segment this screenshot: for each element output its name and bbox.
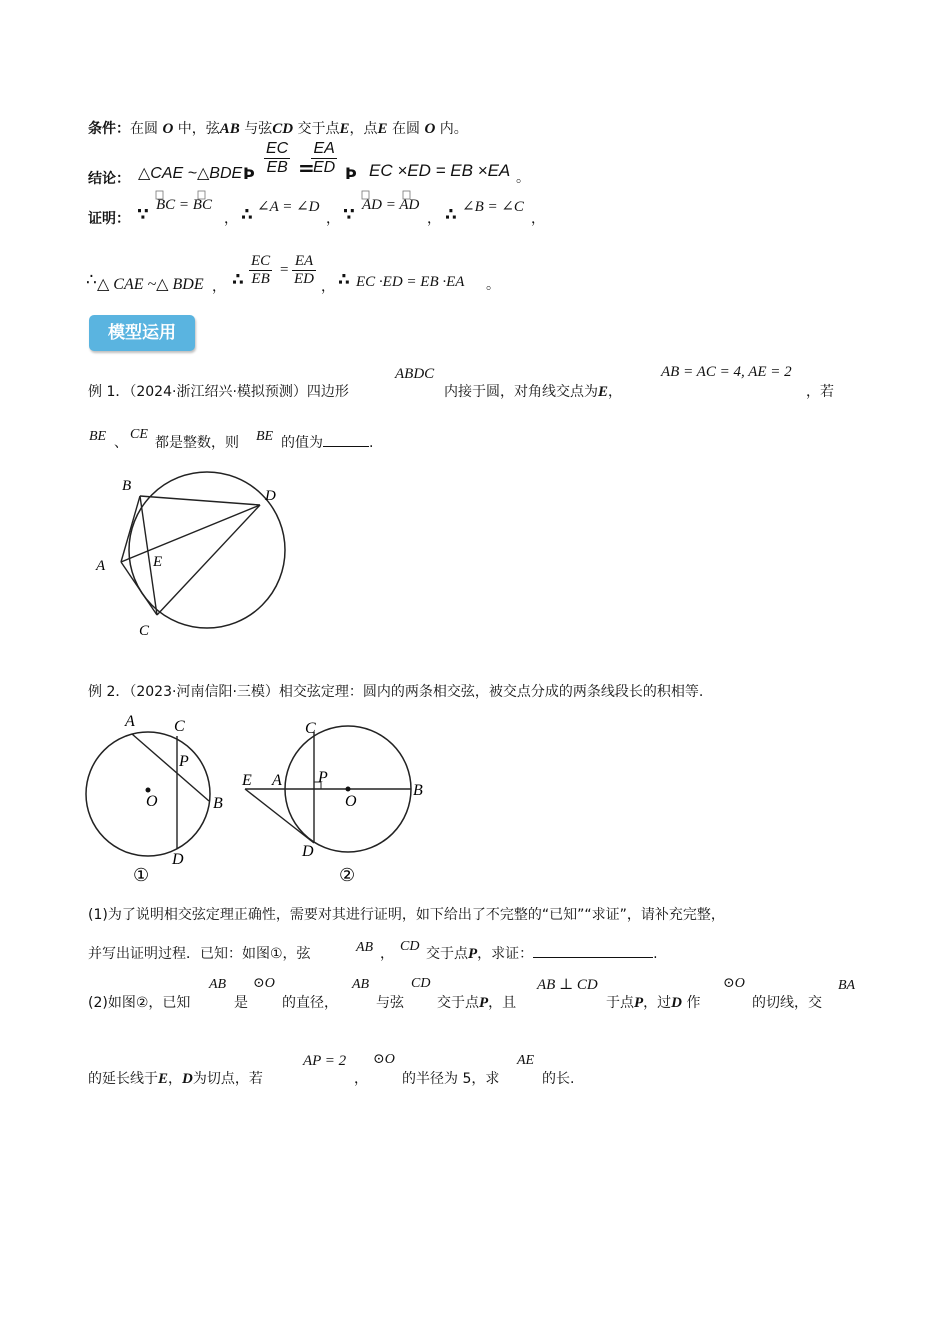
label-B: B — [122, 478, 132, 494]
conclusion-product: EC ×ED = EB ×EA — [369, 161, 511, 180]
tangent-ED — [245, 789, 314, 843]
label-O: O — [146, 793, 158, 810]
proof-fraction-1: $\frac{EC}{EB}$ — [251, 253, 271, 287]
proof-product: EC ·ED = EB ·EA — [356, 274, 465, 290]
answer-blank[interactable] — [323, 433, 369, 447]
proof-fraction-2: $\frac{EA}{ED}$ — [294, 253, 314, 287]
condition-line: 条件：在圆 O 中，弦AB 与弦CD 交于点E，点E 在圆 O 内。 — [88, 121, 468, 137]
proof-label: 证明： — [88, 211, 130, 227]
label-B: B — [413, 782, 423, 799]
arc-mark-icon — [156, 191, 163, 199]
label-C: C — [305, 720, 316, 737]
label-E: E — [153, 554, 163, 570]
label-C: C — [139, 623, 150, 639]
circle-shape — [129, 472, 285, 628]
arc-mark-icon — [362, 191, 369, 199]
label-P: P — [318, 769, 328, 786]
angle-equation-2: ∠B = ∠C — [462, 199, 524, 215]
figure-1 — [88, 465, 288, 645]
segment-BD — [140, 496, 260, 505]
proof-similar: △ CAE ~△ BDE — [97, 276, 204, 293]
figure-2-1 — [82, 705, 242, 890]
because-symbol: ∵ — [343, 205, 355, 225]
conclusion-similar: △CAE ~△BDE — [138, 165, 243, 182]
q1-line2-start: 并写出证明过程．已知：如图①，弦 — [88, 946, 311, 962]
arc-mark-icon — [198, 191, 205, 199]
figure-2-2 — [236, 705, 436, 890]
example2-line: 例 2．（2023·河南信阳·三模）相交弦定理：圆内的两条相交弦，被交点分成的两条线段长的积相等. — [88, 684, 704, 700]
label-B: B — [213, 795, 223, 812]
arc-equation-1: BC = BC — [156, 197, 212, 213]
segment-BA — [121, 496, 140, 562]
condition-label: 条件： — [88, 121, 130, 137]
caption-2: ② — [339, 865, 356, 885]
arrow-icon: Þ — [243, 164, 255, 183]
arc-marks — [150, 189, 450, 203]
segment-AC — [121, 562, 157, 615]
therefore-symbol: ∴ — [241, 205, 253, 225]
conclusion-label: 结论： — [88, 171, 130, 187]
example1-line1: 例 1．（2024·浙江绍兴·模拟预测）四边形 — [88, 384, 349, 400]
angle-equation-1: ∠A = ∠D — [257, 199, 320, 215]
arc-equation-2: AD = AD — [362, 197, 420, 213]
arc-mark-icon — [403, 191, 410, 199]
chord-AB — [132, 734, 209, 801]
therefore-symbol: ∴ — [232, 270, 244, 290]
example1-given: AB = AC = 4, AE = 2 — [661, 364, 792, 380]
therefore-symbol: ∴ — [338, 270, 350, 290]
label-C: C — [174, 718, 185, 735]
conclusion-fraction-1: $\frac{EC}{EB}$ — [266, 140, 289, 176]
q1-line1: (1)为了说明相交弦定理正确性，需要对其进行证明，如下给出了不完整的“已知”“求证”，请补充完整， — [88, 907, 725, 923]
arrow-icon: Þ — [345, 164, 357, 183]
conclusion-fraction-2: $\frac{EA}{ED}$ — [313, 140, 336, 176]
label-P: P — [179, 753, 189, 770]
label-D: D — [172, 851, 184, 868]
label-O: O — [345, 793, 357, 810]
label-D: D — [265, 488, 276, 504]
center-dot — [346, 787, 351, 792]
therefore-symbol: ∴ — [86, 270, 97, 290]
label-D: D — [302, 843, 314, 860]
section-badge: 模型运用 — [89, 315, 195, 351]
label-A: A — [96, 558, 106, 574]
because-symbol: ∵ — [137, 205, 149, 225]
center-dot — [146, 788, 151, 793]
caption-1: ① — [133, 865, 150, 885]
label-A: A — [125, 713, 135, 730]
therefore-symbol: ∴ — [445, 205, 457, 225]
example1-quad: ABDC — [395, 366, 435, 382]
label-E: E — [242, 772, 252, 789]
conclusion-eq: = — [298, 156, 315, 180]
segment-CD — [157, 505, 260, 615]
label-A: A — [272, 772, 282, 789]
proof-blank[interactable] — [533, 944, 653, 958]
